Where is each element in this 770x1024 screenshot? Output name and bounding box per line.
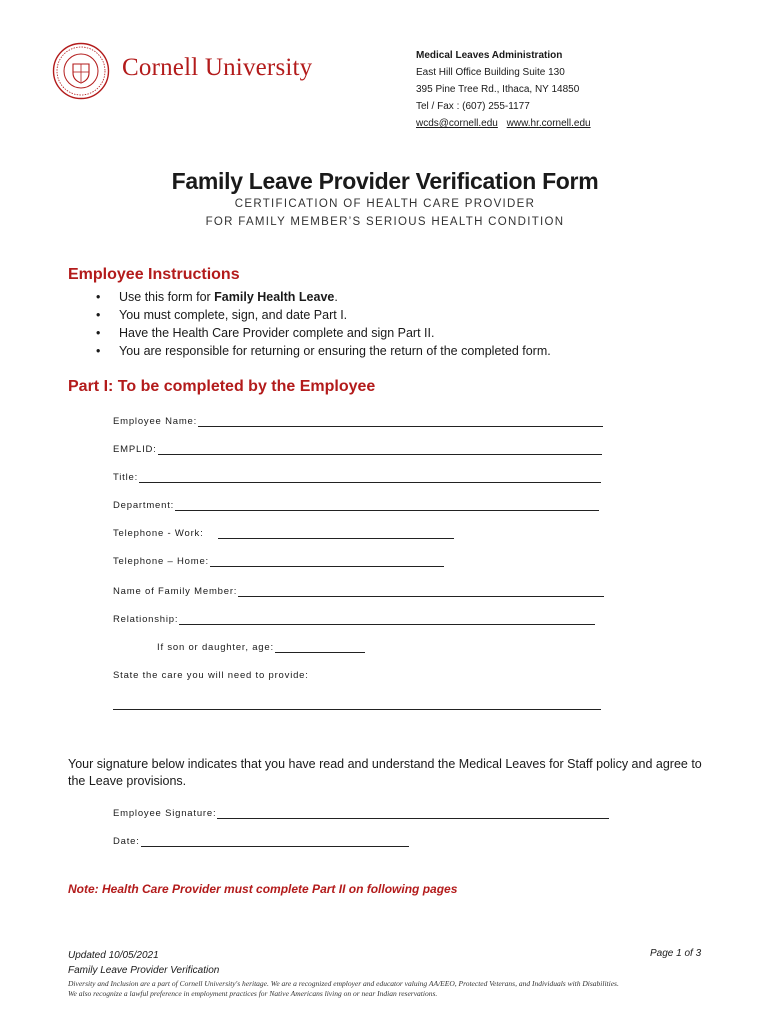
instruction-text: Use this form for — [119, 290, 215, 304]
footer-form-name: Family Leave Provider Verification — [68, 965, 220, 976]
telephone-work-input[interactable] — [218, 528, 454, 539]
emplid-input[interactable] — [158, 444, 602, 455]
field-label: Title: — [113, 472, 139, 483]
list-item — [96, 288, 551, 306]
part1-heading: Part I: To be completed by the Employee — [68, 378, 376, 395]
care-description-label — [113, 670, 309, 681]
field-label: EMPLID: — [113, 444, 157, 455]
signature-statement: Your signature below indicates that you have read and understand the Medical Leaves for Staff policy and agree to the Leave provisions. — [68, 757, 702, 788]
university-wordmark: Cornell University — [122, 54, 313, 81]
department-name: Medical Leaves Administration — [416, 50, 563, 61]
field-label: Employee Signature: — [113, 808, 217, 819]
field-label: Employee Name: — [113, 416, 198, 427]
instruction-emphasis: Family Health Leave — [214, 290, 335, 304]
provider-note: Note: Health Care Provider must complete Part II on following pages — [68, 882, 458, 896]
field-label: Telephone - Work: — [113, 528, 204, 539]
department-field — [113, 500, 599, 511]
title-input[interactable] — [139, 472, 601, 483]
form-title: Family Leave Provider Verification Form — [171, 168, 599, 194]
telephone-home-field — [113, 556, 444, 567]
phone-fax: Tel / Fax : (607) 255-1177 — [416, 101, 530, 112]
employee-name-field — [113, 416, 603, 427]
field-label: Name of Family Member: — [113, 586, 238, 597]
child-age-field — [157, 642, 365, 653]
list-item: • You are responsible for returning or ensuring the return of the completed form. — [96, 342, 551, 360]
date-field — [113, 836, 409, 847]
contact-links — [416, 115, 597, 132]
instructions-heading: Employee Instructions — [68, 266, 240, 283]
address-line-1: East Hill Office Building Suite 130 — [416, 67, 565, 78]
cornell-logo — [52, 42, 313, 102]
telephone-home-input[interactable] — [210, 556, 444, 567]
form-subtitle-2: FOR FAMILY MEMBER’S SERIOUS HEALTH CONDITION — [205, 216, 565, 228]
instructions-list — [96, 288, 551, 360]
date-input[interactable] — [141, 836, 409, 847]
field-label: State the care you will need to provide: — [113, 670, 309, 681]
telephone-work-field — [113, 528, 454, 539]
updated-date: Updated 10/05/2021 — [68, 950, 159, 961]
email-link[interactable]: wcds@cornell.edu — [416, 118, 498, 129]
field-label: Relationship: — [113, 614, 179, 625]
cornell-seal-icon — [52, 42, 110, 100]
relationship-field — [113, 614, 595, 625]
website-link[interactable]: www.hr.cornell.edu — [506, 118, 591, 129]
relationship-input[interactable] — [179, 614, 595, 625]
address-line-2: 395 Pine Tree Rd., Ithaca, NY 14850 — [416, 84, 580, 95]
instruction-text: . — [334, 290, 338, 304]
field-label: If son or daughter, age: — [157, 642, 274, 653]
care-description-input[interactable] — [113, 709, 601, 710]
list-item: • Have the Health Care Provider complete and sign Part II. — [96, 324, 551, 342]
employee-name-input[interactable] — [198, 416, 603, 427]
family-member-field — [113, 586, 604, 597]
diversity-statement: Diversity and Inclusion are a part of Cornell University's heritage. We are a recognized employer and educator valuing AA/EEO, Protected Veterans, and Individuals with Disabilities. We also recognize a lawful preference in employment practices for Native Americans living on or near Indian reservations. — [68, 979, 619, 998]
department-input[interactable] — [175, 500, 599, 511]
field-label: Department: — [113, 500, 175, 511]
list-item: • You must complete, sign, and date Part I. — [96, 306, 551, 324]
footer-info — [68, 948, 219, 978]
contact-block — [416, 47, 597, 132]
page-number: Page 1 of 3 — [650, 948, 702, 959]
family-member-input[interactable] — [238, 586, 604, 597]
employee-signature-field — [113, 808, 609, 819]
emplid-field — [113, 444, 602, 455]
form-subtitle-1: CERTIFICATION OF HEALTH CARE PROVIDER — [234, 198, 536, 210]
employee-signature-input[interactable] — [217, 808, 609, 819]
field-label: Date: — [113, 836, 140, 847]
child-age-input[interactable] — [275, 642, 365, 653]
field-label: Telephone – Home: — [113, 556, 209, 567]
title-field — [113, 472, 601, 483]
